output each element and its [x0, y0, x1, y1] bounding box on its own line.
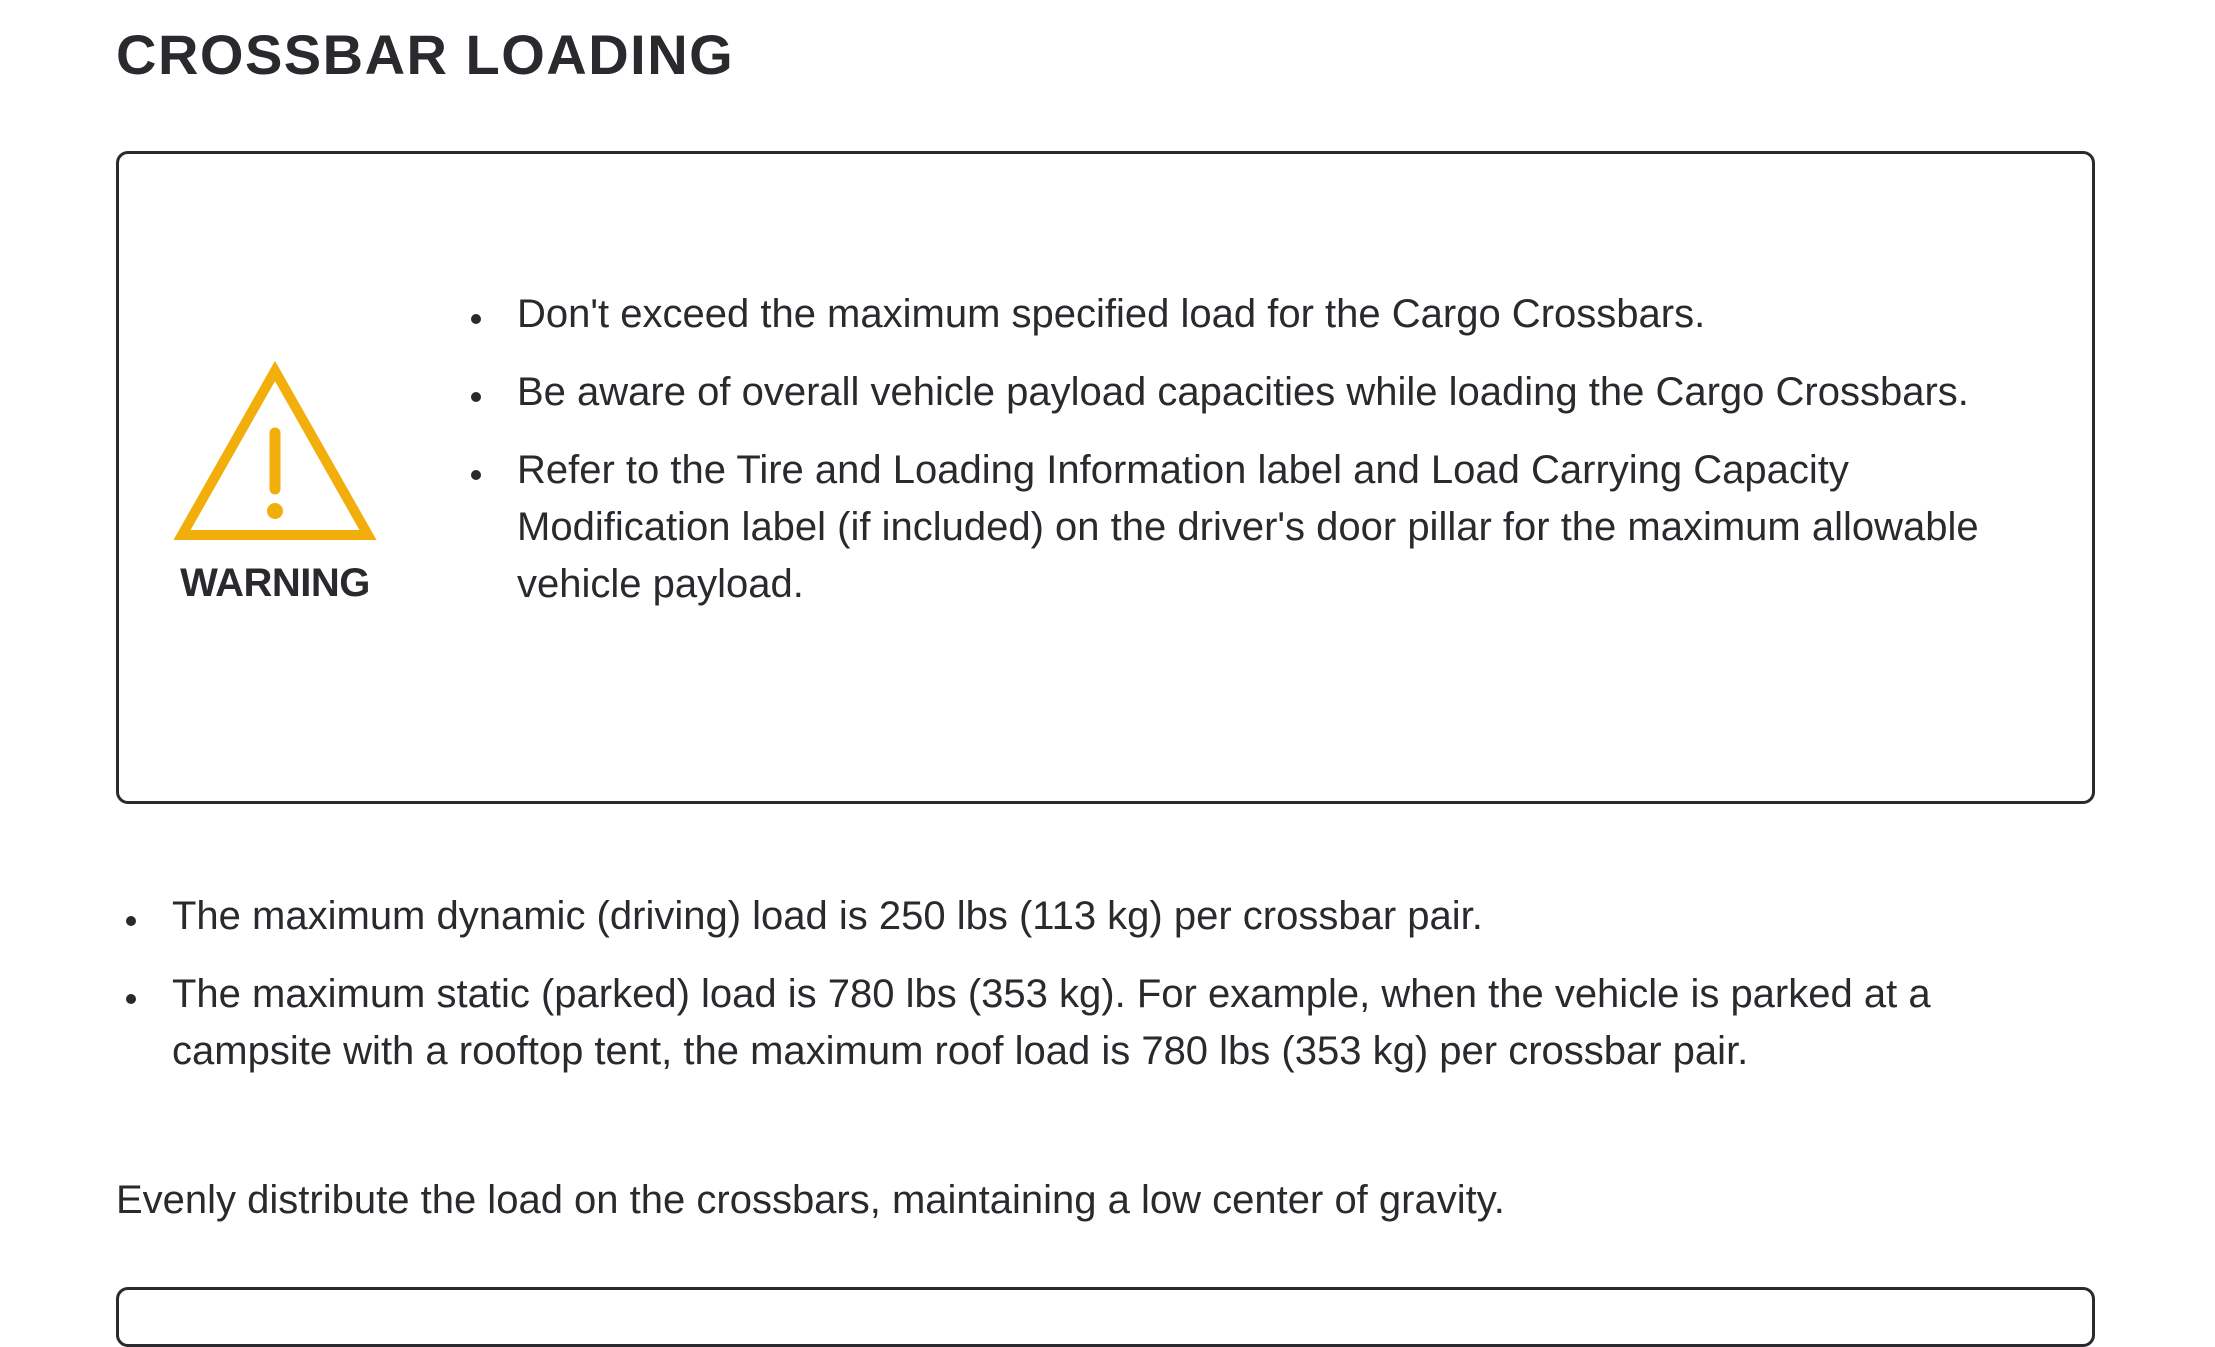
crossbar-loading-section: [116, 0, 2099, 1222]
load-limit-item: The maximum dynamic (driving) load is 250 lbs (113 kg) per crossbar pair.: [172, 888, 2072, 945]
next-callout-box: [116, 1287, 2095, 1347]
warning-badge: [171, 361, 379, 606]
warning-label: WARNING: [180, 561, 370, 605]
distribution-note: Evenly distribute the load on the crossbars, maintaining a low center of gravity.: [116, 1178, 1505, 1222]
warning-list: [517, 286, 2037, 634]
load-limits-list: [172, 888, 2072, 1101]
warning-list-item: Don't exceed the maximum specified load for the Cargo Crossbars.: [517, 286, 2037, 343]
load-limit-item: The maximum static (parked) load is 780 lbs (353 kg). For example, when the vehicle is parked at a campsite with a rooftop tent, the maximum roof load is 780 lbs (353 kg) per crossbar pair.: [172, 966, 2072, 1080]
section-title: CROSSBAR LOADING: [116, 23, 735, 86]
warning-list-item: Be aware of overall vehicle payload capacities while loading the Cargo Crossbars.: [517, 364, 2037, 421]
warning-callout: [116, 151, 2095, 804]
warning-list-item: Refer to the Tire and Loading Information label and Load Carrying Capacity Modification label (if included) on the driver's door pillar for the maximum allowable vehicle payload.: [517, 442, 2037, 613]
warning-triangle-icon: [171, 361, 379, 545]
